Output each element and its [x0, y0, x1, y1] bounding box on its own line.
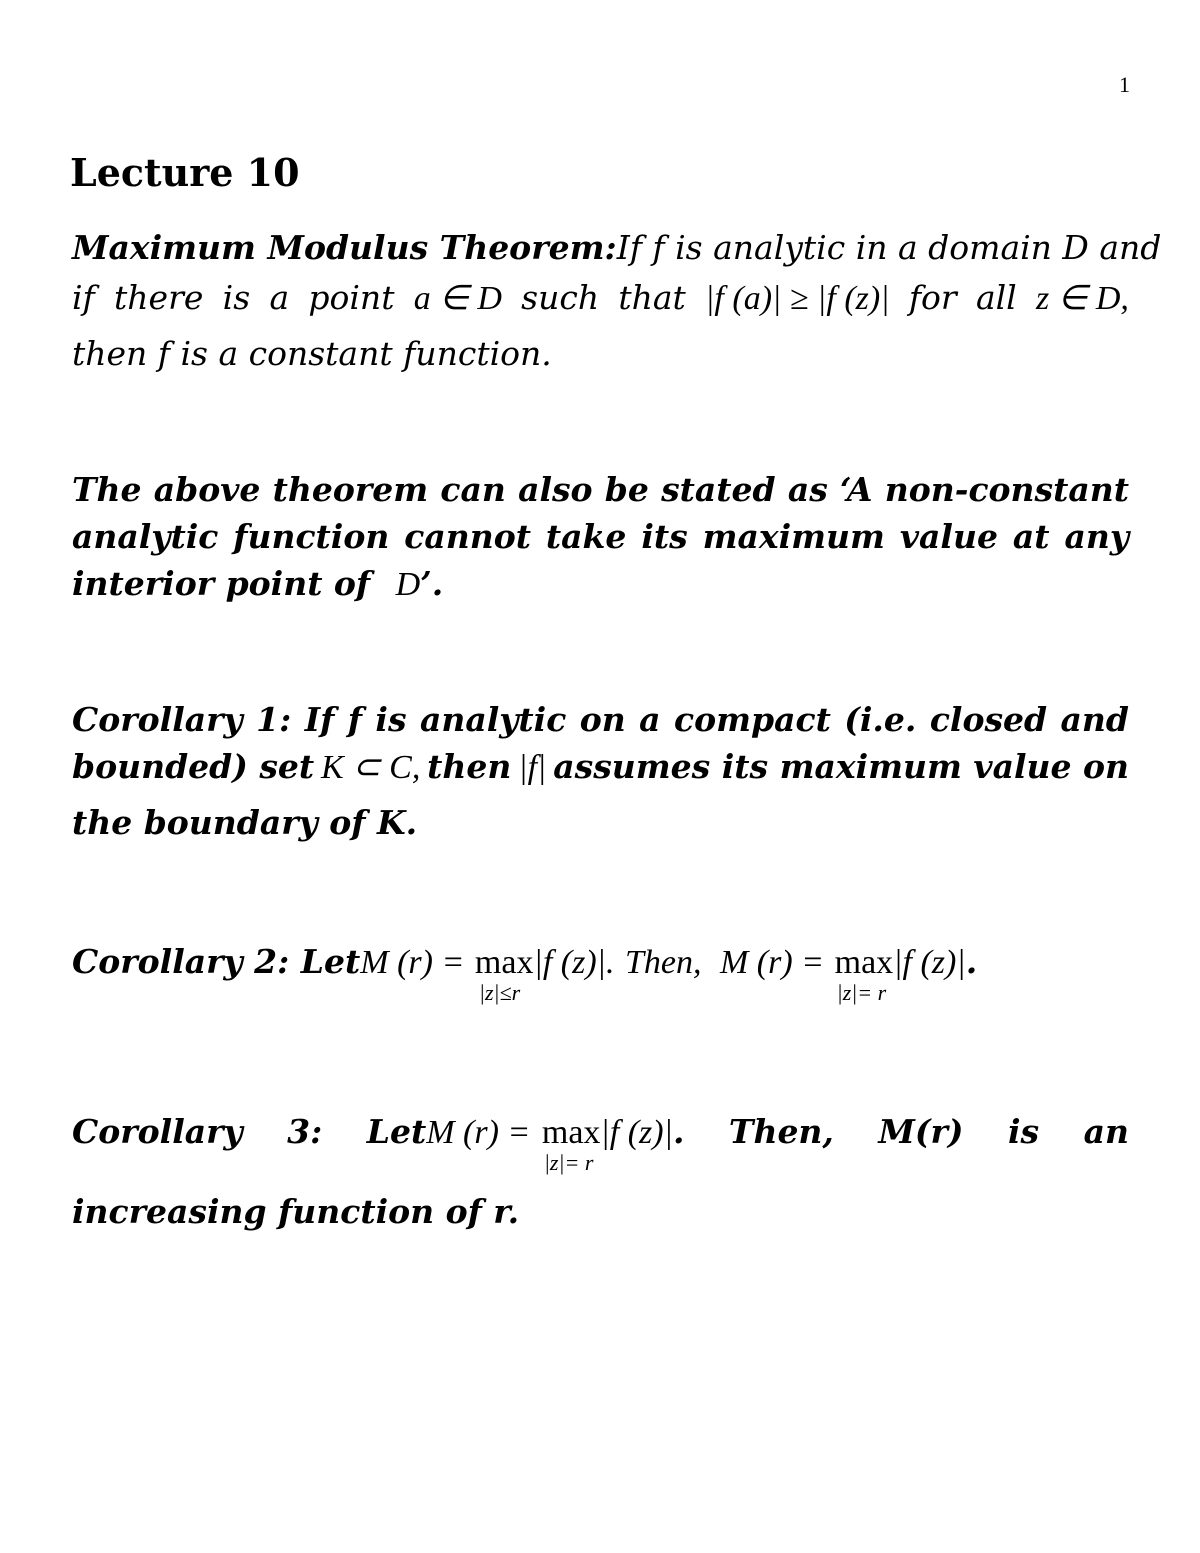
- corollary-3-formula: [366, 1112, 685, 1175]
- math-m-r: M (r) =: [360, 944, 465, 981]
- theorem-label: Maximum Modulus Theorem:: [72, 228, 617, 267]
- theorem-line-3: then f is a constant function.: [72, 334, 552, 373]
- max-text: max: [541, 1114, 601, 1151]
- word: then: [427, 747, 512, 786]
- restatement-line3-end: ’.: [420, 564, 444, 603]
- word: that: [618, 278, 686, 317]
- theorem-line1-text: If f is analytic in a domain D and: [616, 228, 1162, 267]
- math-inequality: |f (a)| ≥ |f (z)|: [705, 280, 890, 317]
- word: point: [308, 278, 395, 317]
- math-d: D: [395, 566, 421, 603]
- restatement-line-1: The above theorem can also be stated as ‘A non-constant: [72, 470, 1129, 509]
- corollary-1-block: [72, 700, 1129, 850]
- max-text: max: [474, 944, 534, 981]
- math-a-in-d: a ∈ D: [413, 280, 502, 317]
- corollary-2-label: Corollary 2: Let: [72, 942, 361, 981]
- end-period: .: [965, 942, 978, 981]
- math-abs-fz: |f (z)|: [600, 1114, 673, 1151]
- corollary-1-pre: bounded) set: [72, 747, 315, 786]
- max-subscript: |z|≤r: [478, 980, 521, 1005]
- math-abs-f: |f|: [518, 749, 547, 786]
- word: for: [908, 278, 957, 317]
- theorem-line-2: [72, 278, 1129, 318]
- restatement-line3-text: interior point of: [72, 564, 371, 603]
- math-m-r: M (r) =: [426, 1114, 531, 1151]
- max-operator: [474, 942, 534, 1005]
- word: if: [72, 278, 95, 317]
- max-subscript: |z|= r: [836, 980, 887, 1005]
- word: is: [1007, 1112, 1040, 1151]
- corollary-1-line-1: Corollary 1: If f is analytic on a compact (i.e. closed and: [72, 700, 1129, 739]
- page-number: 1: [1119, 72, 1130, 97]
- corollary-1-line-2: [72, 747, 1129, 787]
- math-z-in-d: z ∈ D,: [1036, 280, 1129, 317]
- math-k-subset-c: K ⊂ C,: [320, 749, 421, 786]
- restatement-line-2: analytic function cannot take its maximum value at any: [72, 517, 1129, 556]
- word: such: [521, 278, 600, 317]
- restatement-block: [72, 470, 1129, 610]
- restatement-line-3: [72, 564, 1129, 604]
- corollary-1-post: assumes its maximum value on: [553, 747, 1129, 786]
- corollary-2-line: [72, 942, 1129, 1005]
- word: is: [222, 278, 251, 317]
- math-abs-fz: |f (z)|.: [533, 944, 615, 981]
- lecture-title: Lecture 10: [70, 150, 300, 195]
- theorem-block: [72, 228, 1162, 378]
- corollary-3-line-2: increasing function of r.: [72, 1192, 520, 1231]
- word: M(r): [878, 1112, 964, 1151]
- word: an: [1083, 1112, 1129, 1151]
- theorem-line-1: [72, 228, 1162, 267]
- then-text: Then,: [624, 944, 702, 981]
- corollary-3-block: [72, 1112, 1129, 1242]
- word: Then,: [728, 1112, 834, 1151]
- corollary-1-line-3: the boundary of K.: [72, 803, 418, 842]
- max-operator: [541, 1112, 601, 1175]
- math-m-r-2: M (r) =: [719, 944, 825, 981]
- corollary-3-label: Corollary: [72, 1112, 243, 1151]
- word: all: [975, 278, 1017, 317]
- period: .: [672, 1112, 685, 1151]
- corollary-3-line-1: [72, 1112, 1129, 1175]
- max-text: max: [834, 944, 894, 981]
- corollary-2-block: [72, 942, 1129, 1012]
- math-abs-fz-2: |f (z)|: [893, 944, 966, 981]
- word: there: [114, 278, 204, 317]
- corollary-3-num: 3:: [287, 1112, 323, 1151]
- max-operator-2: [834, 942, 894, 1005]
- max-subscript: |z|= r: [543, 1150, 594, 1175]
- let-text: Let: [366, 1112, 427, 1151]
- word: a: [269, 278, 290, 317]
